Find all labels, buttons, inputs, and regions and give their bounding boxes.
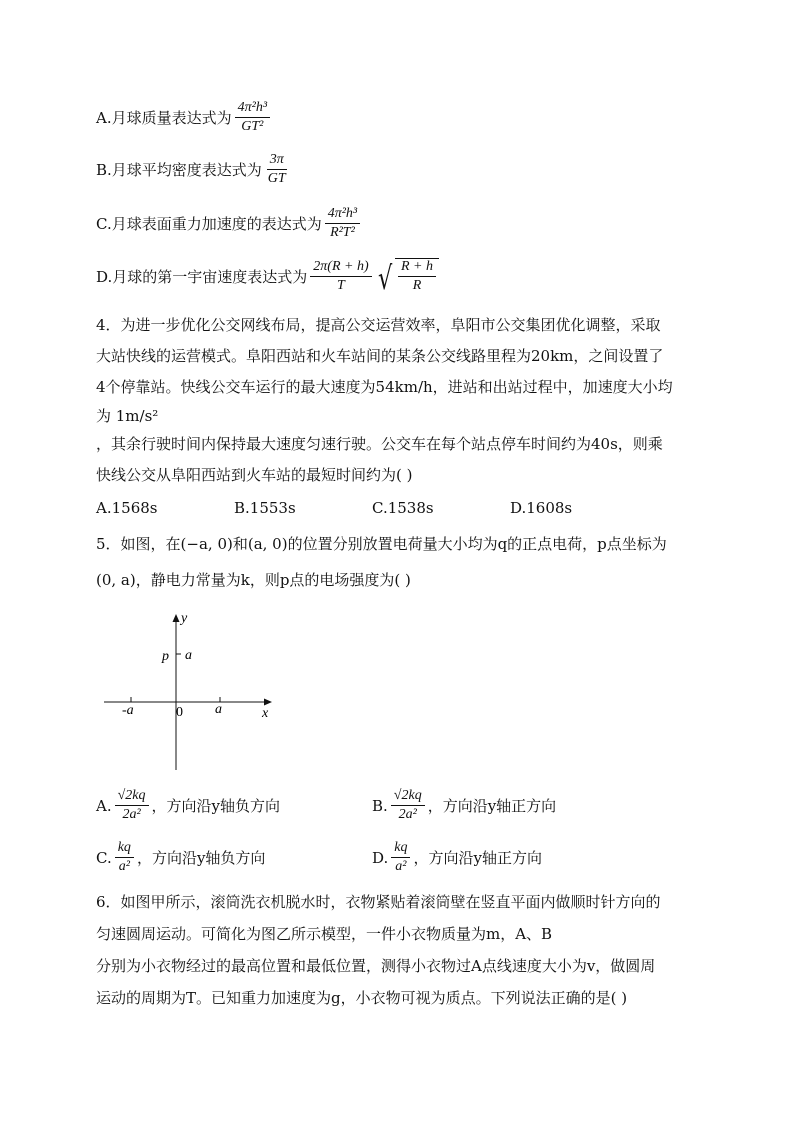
fraction: $\frac{√2kq}{\text{2a²}}$ <box>115 788 149 823</box>
sqrt-symbol: √ $\frac{R + h}{R}$ <box>375 258 439 294</box>
fraction: $\frac{3\pi}{GT}$ <box>267 152 286 186</box>
q5-option-a[interactable]: A. $\frac{√2kq}{\text{2a²}}$ ，方向沿y轴负方向 <box>96 788 280 822</box>
x-axis-arrow <box>264 699 272 706</box>
q3-option-c[interactable] <box>96 206 363 241</box>
question-5: 5．如图，在(−a, 0)和(a, 0)的位置分别放置电荷量大小均为q的正点电荷，p点坐标为 (0, a)，静电力常量为k，则p点的电场强度为( ) <box>96 535 667 589</box>
fraction: $\frac{√2kq}{\text{2a²}}$ <box>391 788 425 823</box>
option-text: D.月球的第一宇宙速度表达式为 <box>96 267 308 286</box>
coordinate-figure <box>96 608 286 778</box>
fraction: $\frac{R + h}{R}$ <box>398 259 436 294</box>
q3-option-d[interactable] <box>96 258 439 297</box>
origin-label: 0 <box>176 705 183 720</box>
neg-a-label: -a <box>122 703 134 718</box>
fraction: $\frac{\text{4π²h³}}{\text{R²T²}}$ <box>325 206 360 241</box>
fraction: $\frac{2\pi(R + h)}{T}$ <box>310 259 371 294</box>
y-axis-label: y <box>181 611 188 626</box>
q5-option-b[interactable]: B. $\frac{√2kq}{\text{2a²}}$ ，方向沿y轴正方向 <box>372 788 557 822</box>
q4-choice-d[interactable]: D.1608s <box>510 499 573 517</box>
q5-option-d[interactable]: D. $\frac{kq}{\text{a²}}$ ，方向沿y轴正方向 <box>372 840 542 874</box>
x-axis-label: x <box>262 706 269 721</box>
p-label: p <box>162 649 169 664</box>
q4-choice-c[interactable]: C.1538s <box>372 499 434 517</box>
q4-choices <box>96 499 648 517</box>
q3-option-b[interactable] <box>96 152 292 187</box>
question-6: 6．如图甲所示，滚筒洗衣机脱水时，衣物紧贴着滚筒壁在竖直平面内做顺时针方向的 匀速圆周运动。可简化为图乙所示模型，一件小衣物质量为m，A、B 分别为小衣物经过的最高位置和最低位置，测得小衣物过A点线速度大小为v，做圆周 运动的周期为T。已知重力加速度为g，小衣物可视为质点。下列说法正确的是( ) <box>96 893 661 1007</box>
y-a-label: a <box>185 648 192 663</box>
option-text: C.月球表面重力加速度的表达式为 <box>96 215 322 233</box>
q5-option-c[interactable]: C. $\frac{kq}{\text{a²}}$ ，方向沿y轴负方向 <box>96 840 266 874</box>
fraction: $\frac{kq}{\text{a²}}$ <box>391 840 410 875</box>
fraction: $\frac{kq}{\text{a²}}$ <box>115 840 134 875</box>
y-axis-arrow <box>173 614 180 622</box>
q4-choice-a[interactable]: A.1568s <box>96 499 158 517</box>
fraction: $\frac{\text{4π²h³}}{\text{GT²}}$ <box>235 100 270 135</box>
option-text: B.月球平均密度表达式为 <box>96 161 262 179</box>
q4-choice-b[interactable]: B.1553s <box>234 499 296 517</box>
option-text: A.月球质量表达式为 <box>96 109 232 127</box>
q3-option-a[interactable] <box>96 100 273 135</box>
question-4: 4．为进一步优化公交网线布局，提高公交运营效率，阜阳市公交集团优化调整，采取 大站快线的运营模式。阜阳西站和火车站间的某条公交线路里程为20km，之间设置了 4个停靠站。快线公交车运行的最大速度为54km/h，进站和出站过程中，加速度大小均 为 1m/s² ，其余行驶时间内保持最大速度匀速行驶。公交车在每个站点停车时间约为40s，则乘 快线公交从阜阳西站到火车站的最短时间约为( ) <box>96 316 673 484</box>
x-a-label: a <box>215 702 222 717</box>
